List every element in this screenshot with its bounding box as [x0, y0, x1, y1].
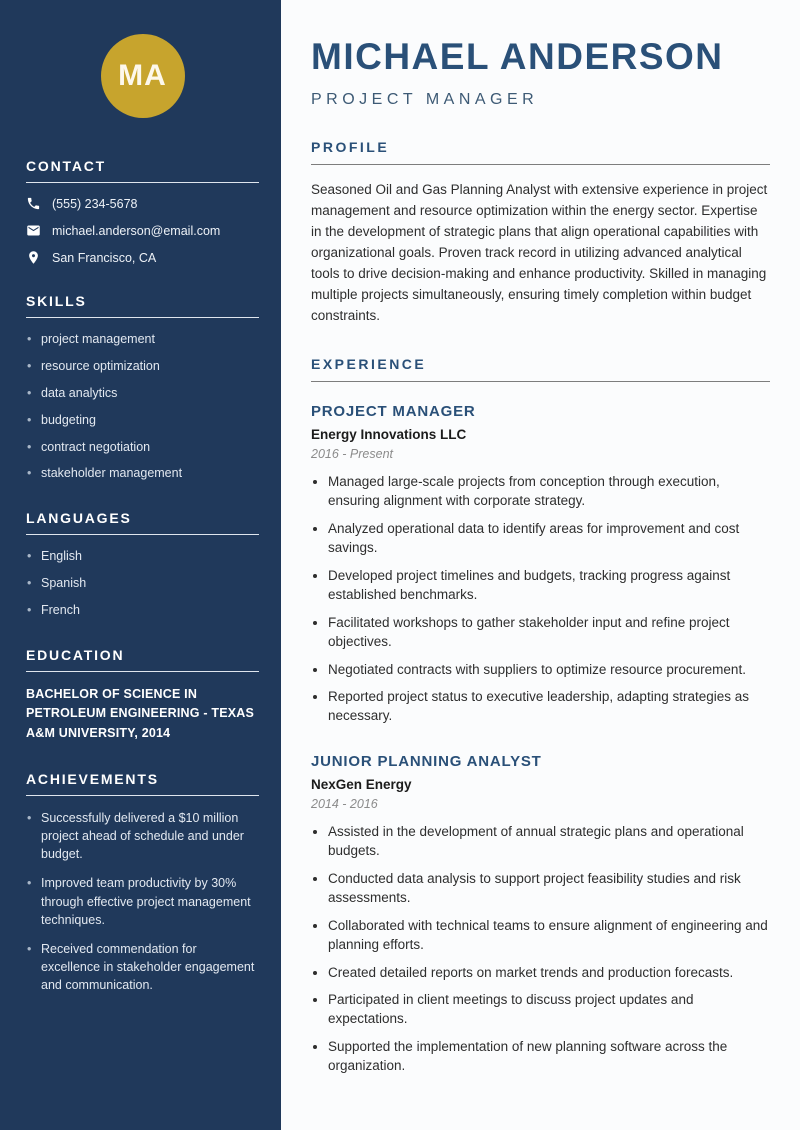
skill-item: • contract negotiation: [26, 439, 259, 456]
experience-divider: [311, 381, 770, 382]
contact-location-row: [26, 250, 259, 265]
candidate-name: MICHAEL ANDERSON: [311, 36, 724, 77]
languages-title: LANGUAGES: [26, 510, 259, 535]
contact-location: San Francisco, CA: [52, 250, 157, 265]
skill-item: • budgeting: [26, 412, 259, 429]
contact-email: michael.anderson@email.com: [52, 223, 221, 238]
achievements-title: ACHIEVEMENTS: [26, 771, 259, 796]
skills-title: SKILLS: [26, 293, 259, 318]
avatar: [101, 34, 185, 118]
achievements-list: [26, 809, 259, 994]
job-bullet: • Collaborated with technical teams to ensure alignment of engineering and planning efforts.: [328, 917, 770, 955]
language-item: • English: [26, 548, 259, 565]
contact-email-row: [26, 223, 259, 238]
skill-item: • resource optimization: [26, 358, 259, 375]
profile-divider: [311, 164, 770, 165]
job-bullet: • Created detailed reports on market trends and production forecasts.: [328, 964, 770, 983]
avatar-wrap: [26, 34, 259, 118]
job-company: NexGen Energy: [311, 777, 412, 793]
job-bullet: • Participated in client meetings to discuss project updates and expectations.: [328, 991, 770, 1029]
education-title: EDUCATION: [26, 647, 259, 672]
job-bullet: • Reported project status to executive leadership, adapting strategies as necessary.: [328, 688, 770, 726]
contact-phone-row: [26, 196, 259, 211]
job-bullet: • Conducted data analysis to support project feasibility studies and risk assessments.: [328, 870, 770, 908]
job-company: Energy Innovations LLC: [311, 427, 467, 443]
skill-item: • data analytics: [26, 385, 259, 402]
language-item: • French: [26, 602, 259, 619]
job-bullet: • Supported the implementation of new planning software across the organization.: [328, 1038, 770, 1076]
job-title: JUNIOR PLANNING ANALYST: [311, 753, 542, 771]
profile-text: Seasoned Oil and Gas Planning Analyst with extensive experience in project management and resource optimization within the energy sector. Expertise in the development of strategic plans that align operational capabilities with organizational goals. Proven track record in utilizing advanced analytical tools to drive decision-making and enhance productivity. Skilled in managing multiple projects simultaneously, ensuring timely completion within budget constraints.: [311, 182, 768, 323]
education-section: [26, 647, 259, 743]
skill-item: • project management: [26, 331, 259, 348]
profile-title: PROFILE: [311, 139, 390, 155]
skills-list: [26, 331, 259, 482]
job-bullet: • Negotiated contracts with suppliers to optimize resource procurement.: [328, 661, 770, 680]
education-degree: BACHELOR OF SCIENCE IN PETROLEUM ENGINEERING - TEXAS A&M UNIVERSITY, 2014: [26, 686, 255, 740]
avatar-initials: MA: [118, 59, 167, 92]
experience-title: EXPERIENCE: [311, 356, 427, 373]
job-bullet: • Developed project timelines and budgets, tracking progress against established benchmarks.: [328, 567, 770, 605]
job-bullets: [311, 823, 770, 1076]
experience-section: [311, 356, 770, 1076]
candidate-role: PROJECT MANAGER: [311, 91, 539, 108]
job-dates: 2016 - Present: [311, 447, 393, 462]
achievement-item: • Successfully delivered a $10 million project ahead of schedule and under budget.: [26, 809, 259, 863]
phone-icon: [26, 196, 41, 211]
achievement-item: • Received commendation for excellence in stakeholder engagement and communication.: [26, 940, 259, 994]
job-title: PROJECT MANAGER: [311, 403, 476, 421]
job-bullet: • Analyzed operational data to identify areas for improvement and cost savings.: [328, 520, 770, 558]
achievements-section: [26, 771, 259, 994]
contact-section: [26, 158, 259, 265]
profile-section: [311, 139, 770, 326]
job-bullets: [311, 473, 770, 726]
job-entry: [311, 403, 770, 726]
achievement-item: • Improved team productivity by 30% through effective project management techniques.: [26, 874, 259, 928]
job-bullet: • Managed large-scale projects from conception through execution, ensuring alignment with corporate strategy.: [328, 473, 770, 511]
job-bullet: • Assisted in the development of annual strategic plans and operational budgets.: [328, 823, 770, 861]
location-icon: [26, 250, 41, 265]
job-bullet: • Facilitated workshops to gather stakeholder input and refine project objectives.: [328, 614, 770, 652]
job-dates: 2014 - 2016: [311, 797, 378, 812]
language-item: • Spanish: [26, 575, 259, 592]
contact-phone: (555) 234-5678: [52, 196, 138, 211]
email-icon: [26, 223, 41, 238]
languages-section: [26, 510, 259, 619]
skill-item: • stakeholder management: [26, 465, 259, 482]
skills-section: [26, 293, 259, 482]
main-content: [281, 0, 800, 1130]
job-entry: [311, 753, 770, 1076]
contact-title: CONTACT: [26, 158, 259, 183]
languages-list: [26, 548, 259, 619]
sidebar: [0, 0, 281, 1130]
